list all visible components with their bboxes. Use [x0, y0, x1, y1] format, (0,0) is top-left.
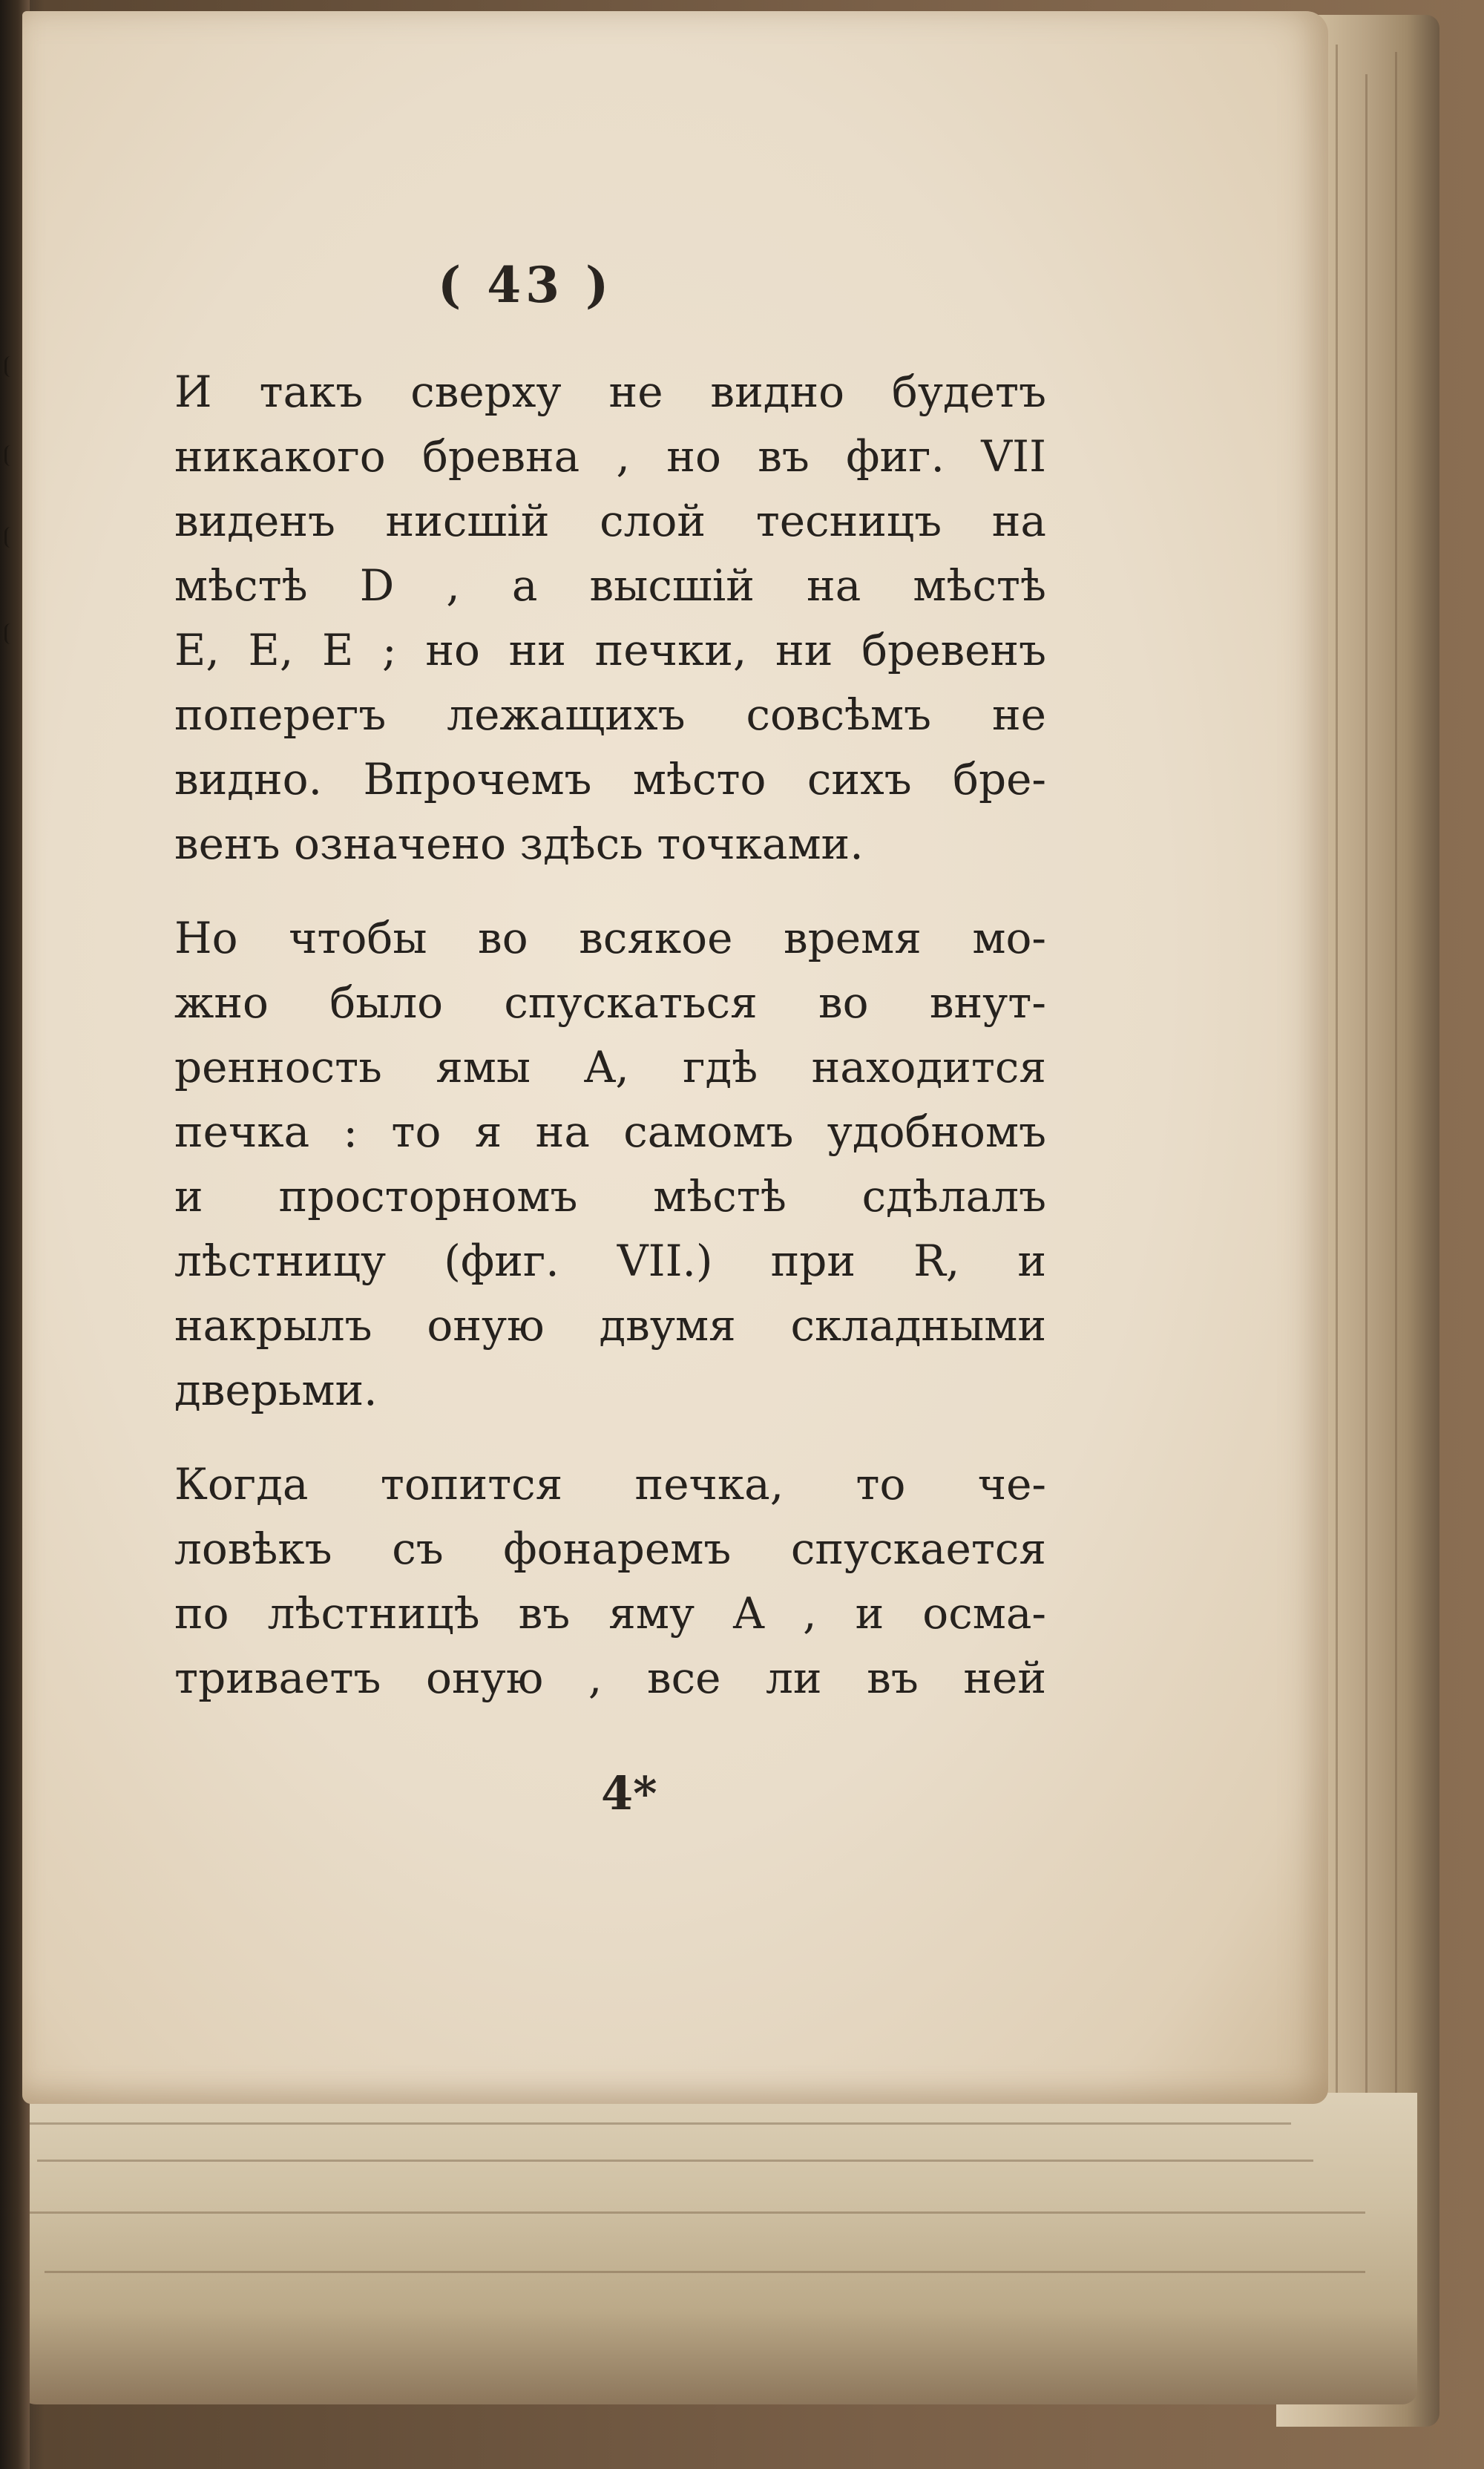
text-line: жно было спускаться во внут-: [174, 977, 1046, 1028]
signature-mark: 4*: [601, 1766, 657, 1820]
text-line: ренность ямы A, гдѣ находится: [174, 1042, 1046, 1092]
text-line: дверьми.: [174, 1365, 378, 1415]
text-line: лѣстницу (фиг. VII.) при R, и: [174, 1236, 1046, 1286]
text-line: венъ означено здѣсь точками.: [174, 819, 864, 869]
text-line: и просторномъ мѣстѣ сдѣлалъ: [174, 1171, 1046, 1222]
text-line: мѣстѣ D , а высшій на мѣстѣ: [174, 560, 1046, 611]
text-line: E, E, E ; но ни печки, ни бревенъ: [174, 625, 1046, 675]
paragraph-1: [134, 360, 1046, 876]
body-text: [134, 360, 1046, 1711]
text-line: триваетъ оную , все ли въ ней: [174, 1653, 1046, 1703]
text-line: И такъ сверху не видно будетъ: [174, 367, 1046, 417]
book-page: [22, 11, 1328, 2104]
text-line: Но чтобы во всякое время мо-: [174, 913, 1046, 963]
text-line: видно. Впрочемъ мѣсто сихъ бре-: [174, 754, 1046, 804]
text-line: ловѣкъ съ фонаремъ спускается: [174, 1524, 1046, 1574]
text-line: поперегъ лежащихъ совсѣмъ не: [174, 689, 1046, 740]
text-line: Когда топится печка, то че-: [174, 1459, 1046, 1509]
text-line: по лѣстницѣ въ яму A , и осма-: [174, 1588, 1046, 1639]
text-line: печка : то я на самомъ удобномъ: [174, 1106, 1046, 1157]
page-number: ( 43 ): [438, 256, 614, 314]
text-line: виденъ нисшій слой тесницъ на: [174, 496, 1046, 546]
margin-marks: [4, 356, 18, 668]
page-edges-bottom: [15, 2093, 1417, 2404]
text-line: накрылъ оную двумя складными: [174, 1300, 1046, 1351]
paragraph-2: [134, 906, 1046, 1423]
text-line: никакого бревна , но въ фиг. VII: [174, 431, 1046, 482]
paragraph-3: [134, 1452, 1046, 1711]
